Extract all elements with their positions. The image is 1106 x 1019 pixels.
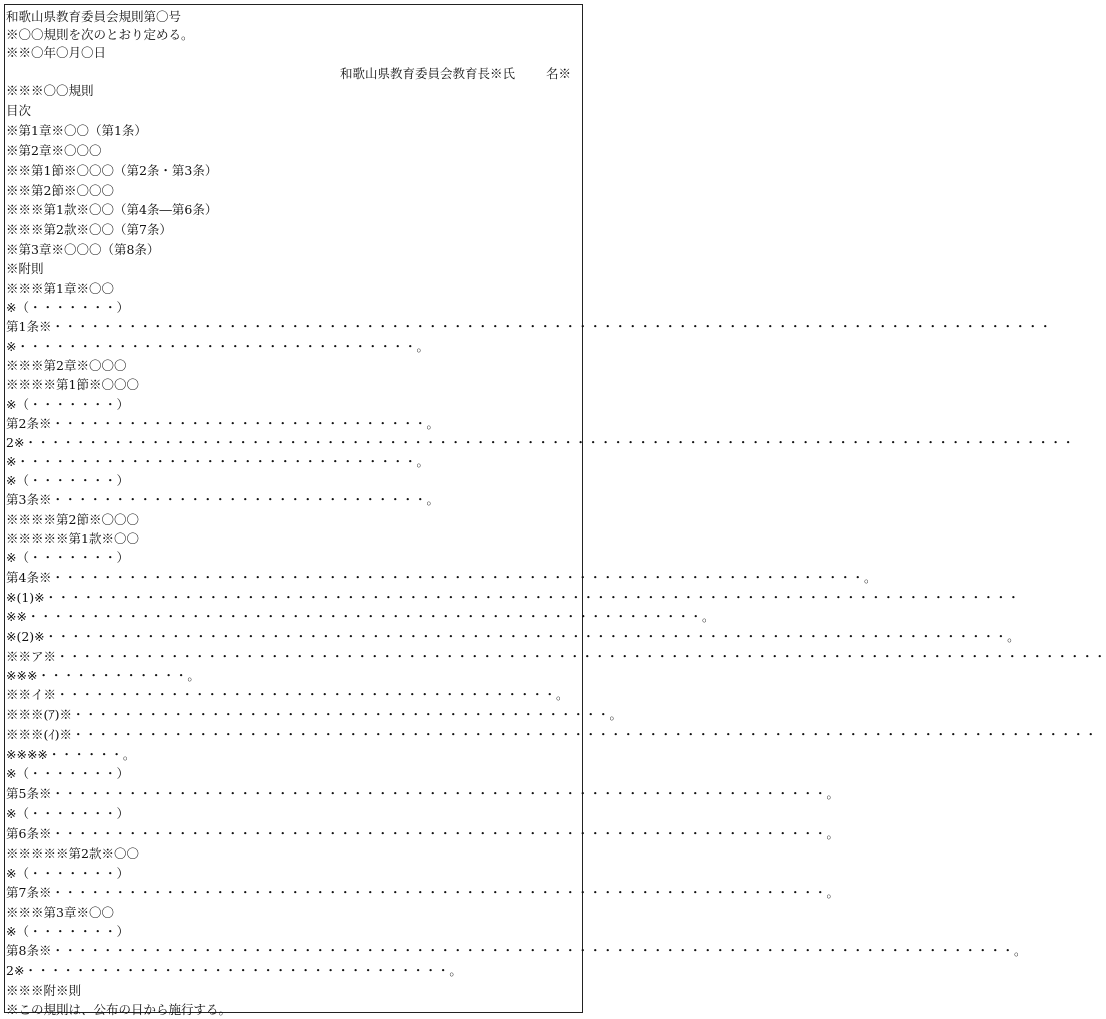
- document-line: ※第1章※〇〇（第1条）: [6, 123, 147, 138]
- document-line: ※この規則は、公布の日から施行する。: [6, 1002, 232, 1017]
- document-line: 2※・・・・・・・・・・・・・・・・・・・・・・・・・・・・・・・・・・。: [6, 963, 462, 978]
- document-line: ※※※附※則: [6, 983, 82, 998]
- document-line: ※〇〇規則を次のとおり定める。: [6, 27, 194, 42]
- document-line: ※第3章※〇〇〇（第8条）: [6, 242, 160, 257]
- document-line: ※※第2節※〇〇〇: [6, 183, 114, 198]
- document-line: ※※※※※第2款※〇〇: [6, 846, 139, 861]
- document-line: ※※※※・・・・・・。: [6, 747, 136, 762]
- document-line: 第7条※・・・・・・・・・・・・・・・・・・・・・・・・・・・・・・・・・・・・・・・・・・・・・・・・・・・・・・・・・・・・・・。: [6, 885, 839, 900]
- document-line: ※第2章※〇〇〇: [6, 143, 102, 158]
- document-line: ※（・・・・・・・）: [6, 550, 129, 565]
- document-line: 第8条※・・・・・・・・・・・・・・・・・・・・・・・・・・・・・・・・・・・・・・・・・・・・・・・・・・・・・・・・・・・・・・・・・・・・・・・・・・・・・。: [6, 943, 1027, 958]
- document-line: 第4条※・・・・・・・・・・・・・・・・・・・・・・・・・・・・・・・・・・・・・・・・・・・・・・・・・・・・・・・・・・・・・・・・・。: [6, 570, 877, 585]
- document-line: ※(1)※・・・・・・・・・・・・・・・・・・・・・・・・・・・・・・・・・・・・・・・・・・・・・・・・・・・・・・・・・・・・・・・・・・・・・・・・・・・・・・: [6, 590, 1020, 605]
- document-line: ※※※第2款※〇〇（第7条）: [6, 222, 172, 237]
- document-line: ※※※※第1節※〇〇〇: [6, 377, 139, 392]
- document-line: ※※※※第2節※〇〇〇: [6, 512, 139, 527]
- document-line: ※※〇年〇月〇日: [6, 45, 107, 60]
- document-line: ※※・・・・・・・・・・・・・・・・・・・・・・・・・・・・・・・・・・・・・・・・・・・・・・・・・・・・・・。: [6, 609, 715, 624]
- document-line: ※※※第1款※〇〇（第4条―第6条）: [6, 202, 218, 217]
- document-line: ※（・・・・・・・）: [6, 924, 129, 939]
- document-line: ※※第1節※〇〇〇（第2条・第3条）: [6, 163, 218, 178]
- signature-office: 和歌山県教育委員会教育長※氏: [340, 66, 516, 81]
- document-line: ※（・・・・・・・）: [6, 866, 129, 881]
- document-line: 2※・・・・・・・・・・・・・・・・・・・・・・・・・・・・・・・・・・・・・・・・・・・・・・・・・・・・・・・・・・・・・・・・・・・・・・・・・・・・・・・・・・・・: [6, 435, 1075, 450]
- document-line: ※附則: [6, 261, 44, 276]
- document-line: ※（・・・・・・・）: [6, 766, 129, 781]
- document-line: ※（・・・・・・・）: [6, 473, 129, 488]
- document-line: ※※※・・・・・・・・・・・・。: [6, 668, 200, 683]
- document-line: 第3条※・・・・・・・・・・・・・・・・・・・・・・・・・・・・・・。: [6, 492, 439, 507]
- document-line: ※※ア※・・・・・・・・・・・・・・・・・・・・・・・・・・・・・・・・・・・・・・・・・・・・・・・・・・・・・・・・・・・・・・・・・・・・・・・・・・・・・・・・・・・・: [6, 649, 1106, 664]
- document-line: ※※※第2章※〇〇〇: [6, 358, 127, 373]
- document-line: ※※イ※・・・・・・・・・・・・・・・・・・・・・・・・・・・・・・・・・・・・・・・・。: [6, 687, 569, 702]
- document-line: 和歌山県教育委員会規則第〇号: [6, 9, 182, 24]
- document-line: ※・・・・・・・・・・・・・・・・・・・・・・・・・・・・・・・・。: [6, 454, 429, 469]
- document-line: 第5条※・・・・・・・・・・・・・・・・・・・・・・・・・・・・・・・・・・・・・・・・・・・・・・・・・・・・・・・・・・・・・・。: [6, 786, 839, 801]
- document-line: ※※※第3章※〇〇: [6, 905, 114, 920]
- document-line: ※（・・・・・・・）: [6, 397, 129, 412]
- document-line: ※※※〇〇規則: [6, 83, 94, 98]
- document-line: ※（・・・・・・・）: [6, 806, 129, 821]
- document-line: ※※※※※第1款※〇〇: [6, 531, 139, 546]
- signature-name: 名※: [546, 66, 572, 81]
- document-line: ※(2)※・・・・・・・・・・・・・・・・・・・・・・・・・・・・・・・・・・・・・・・・・・・・・・・・・・・・・・・・・・・・・・・・・・・・・・・・・・・・・。: [6, 629, 1020, 644]
- document-line: ※※※(ｱ)※・・・・・・・・・・・・・・・・・・・・・・・・・・・・・・・・・・・・・・・・・・・。: [6, 707, 623, 722]
- document-line: 第6条※・・・・・・・・・・・・・・・・・・・・・・・・・・・・・・・・・・・・・・・・・・・・・・・・・・・・・・・・・・・・・・。: [6, 826, 839, 841]
- document-line: 第1条※・・・・・・・・・・・・・・・・・・・・・・・・・・・・・・・・・・・・・・・・・・・・・・・・・・・・・・・・・・・・・・・・・・・・・・・・・・・・・・・・: [6, 319, 1052, 334]
- document-line: ※・・・・・・・・・・・・・・・・・・・・・・・・・・・・・・・・。: [6, 339, 429, 354]
- document-line: ※（・・・・・・・）: [6, 300, 129, 315]
- document-line: 目次: [6, 103, 32, 118]
- document-line: ※※※(ｲ)※・・・・・・・・・・・・・・・・・・・・・・・・・・・・・・・・・・・・・・・・・・・・・・・・・・・・・・・・・・・・・・・・・・・・・・・・・・・・・・・・・・: [6, 727, 1098, 742]
- document-line: 第2条※・・・・・・・・・・・・・・・・・・・・・・・・・・・・・・。: [6, 416, 439, 431]
- document-line: ※※※第1章※〇〇: [6, 281, 114, 296]
